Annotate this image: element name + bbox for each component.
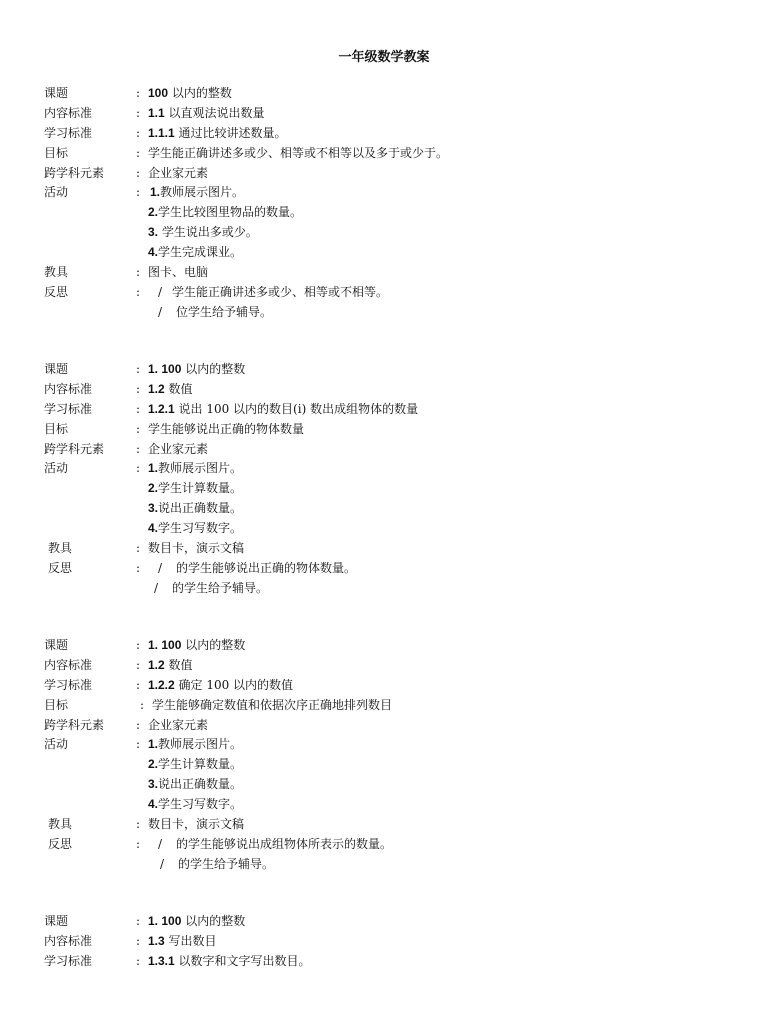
activity-item: 1.教师展示图片。 (148, 461, 243, 476)
activity-item: 3.说出正确数量。 (148, 777, 243, 792)
lesson-plan-2: 课题 : 1. 100 以内的整数 内容标准 : 1.2 数值 学习标准 : 1.2.1 说出 100 以内的数目(i) 数出成组物体的数量 目标 : 学生能够说出正确的物体数量 跨学科元素 : 企业家元素 活动 : 1.教师展示图片。 2.学生计算数量。 3.说出正确数量。 4.学生习写数字。 教具 : 数目卡，演示文稿 反思 : / 的学生能够说出正确的物体数量。 / 的学生给予辅导。 (44, 360, 744, 599)
reflection-label: 反思 (48, 836, 73, 851)
activity-label: 活动 (44, 737, 69, 752)
activity-label: 活动 (44, 461, 69, 476)
reflection-label: 反思 (44, 284, 69, 299)
learning-standard-row: 学习标准 : 1.2.2 确定 100 以内的数值 (44, 676, 744, 696)
aids-row: 教具 : 数目卡，演示文稿 (44, 815, 744, 835)
reflection-text: 的学生能够说出正确的物体数量。 (176, 560, 357, 575)
objective-label: 目标 (44, 697, 69, 712)
activity-item: 2.学生比较图里物品的数量。 (148, 205, 303, 220)
reflection-row: 反思 : / 学生能正确讲述多或少、相等或不相等。 (44, 283, 744, 303)
activity-item: 4.学生习写数字。 (148, 521, 243, 536)
content-standard-label: 内容标准 (44, 381, 93, 396)
lesson-plan-1: 课题 : 100 以内的整数 内容标准 : 1.1 以直观法说出数量 学习标准 : 1.1.1 通过比较讲述数量。 目标 : 学生能正确讲述多或少、相等或不相等以及多于或少于。 跨学科元素 : 企业家元素 活动 : 1.教师展示图片。 2.学生比较图里物品的数量。 3. 学生说出多或少。 4.学生完成课业。 教具 : 图卡、电脑 反思 : / 学生能正确讲述多或少、相等或不相等。 / 位学生给予辅导。 (44, 84, 744, 323)
learning-standard-label: 学习标准 (44, 125, 93, 140)
topic-label: 课题 (44, 638, 69, 652)
topic-label: 课题 (44, 362, 69, 376)
activity-row: 活动 : 1.教师展示图片。 (44, 183, 744, 203)
topic-row: 课题 : 1. 100 以内的整数 (44, 636, 744, 656)
learning-standard-label: 学习标准 (44, 953, 93, 968)
learning-standard-value: 1.1.1 通过比较讲述数量。 (148, 125, 287, 140)
topic-value: 100 以内的整数 (148, 86, 232, 100)
cross-element-label: 跨学科元素 (44, 165, 105, 180)
cross-element-value: 企业家元素 (148, 165, 209, 180)
cross-element-label: 跨学科元素 (44, 441, 105, 456)
reflection-label: 反思 (48, 560, 73, 575)
learning-standard-row: 学习标准 : 1.2.1 说出 100 以内的数目(i) 数出成组物体的数量 (44, 400, 744, 420)
content-standard-row: 内容标准 : 1.2 数值 (44, 380, 744, 400)
reflection-text: 的学生能够说出成组物体所表示的数量。 (176, 836, 393, 851)
topic-value: 1. 100 以内的整数 (148, 362, 246, 376)
activity-item: 4.学生完成课业。 (148, 245, 243, 260)
aids-value: 数目卡，演示文稿 (148, 541, 245, 556)
learning-standard-label: 学习标准 (44, 677, 93, 692)
aids-label: 教具 (48, 817, 73, 832)
activity-row: 活动 : 1.教师展示图片。 (44, 735, 744, 755)
content-standard-row: 内容标准 : 1.1 以直观法说出数量 (44, 104, 744, 124)
cross-element-value: 企业家元素 (148, 717, 209, 732)
content-standard-value: 1.2 数值 (148, 657, 193, 672)
objective-value: 学生能正确讲述多或少、相等或不相等以及多于或少于。 (148, 145, 449, 160)
cross-element-label: 跨学科元素 (44, 717, 105, 732)
aids-value: 图卡、电脑 (148, 265, 209, 280)
reflection-text: 的学生给予辅导。 (172, 580, 269, 595)
learning-standard-row: 学习标准 : 1.1.1 通过比较讲述数量。 (44, 124, 744, 144)
reflection-row: 反思 : / 的学生能够说出成组物体所表示的数量。 (44, 835, 744, 855)
topic-row (44, 84, 744, 104)
objective-value: 学生能够说出正确的物体数量 (148, 421, 305, 436)
learning-standard-value: 1.2.2 确定 100 以内的数值 (148, 677, 294, 692)
topic-row: 课题 : 1. 100 以内的整数 (44, 912, 744, 932)
reflection-text: 的学生给予辅导。 (178, 856, 275, 871)
aids-label: 教具 (44, 265, 69, 280)
content-standard-value: 1.1 以直观法说出数量 (148, 105, 265, 120)
aids-row: 教具 : 数目卡，演示文稿 (44, 539, 744, 559)
colon: : (136, 86, 141, 100)
activity-item: 1.教师展示图片。 (148, 737, 243, 752)
reflection-text: 学生能正确讲述多或少、相等或不相等。 (172, 284, 389, 299)
activity-item: 1.教师展示图片。 (150, 185, 245, 200)
objective-row: 目标 : 学生能够说出正确的物体数量 (44, 420, 744, 440)
topic-label: 课题 (44, 86, 69, 100)
content-standard-value: 1.2 数值 (148, 381, 193, 396)
activity-row: 活动 : 1.教师展示图片。 (44, 459, 744, 479)
reflection-row: 反思 : / 的学生能够说出正确的物体数量。 (44, 559, 744, 579)
content-standard-value: 1.3 写出数目 (148, 933, 217, 948)
cross-element-row: 跨学科元素 : 企业家元素 (44, 164, 744, 184)
lesson-plan-4 (44, 912, 744, 972)
aids-row: 教具 : 图卡、电脑 (44, 263, 744, 283)
objective-row: 目标 : 学生能正确讲述多或少、相等或不相等以及多于或少于。 (44, 144, 744, 164)
reflection-text: 位学生给予辅导。 (176, 304, 273, 319)
activity-item: 3. 学生说出多或少。 (148, 225, 258, 240)
content-standard-label: 内容标准 (44, 933, 93, 948)
objective-label: 目标 (44, 421, 69, 436)
content-standard-label: 内容标准 (44, 657, 93, 672)
cross-element-value: 企业家元素 (148, 441, 209, 456)
content-standard-label: 内容标准 (44, 105, 93, 120)
topic-label: 课题 (44, 914, 69, 928)
topic-value: 1. 100 以内的整数 (148, 638, 246, 652)
activity-label: 活动 (44, 185, 69, 200)
topic-row: 课题 : 1. 100 以内的整数 (44, 360, 744, 380)
learning-standard-row: 学习标准 : 1.3.1 以数字和文字写出数目。 (44, 952, 744, 972)
activity-item: 3.说出正确数量。 (148, 501, 243, 516)
objective-value: 学生能够确定数值和依据次序正确地排列数目 (152, 697, 393, 712)
aids-value: 数目卡，演示文稿 (148, 817, 245, 832)
cross-element-row: 跨学科元素 : 企业家元素 (44, 440, 744, 460)
topic-value: 1. 100 以内的整数 (148, 914, 246, 928)
learning-standard-label: 学习标准 (44, 401, 93, 416)
content-standard-row: 内容标准 : 1.3 写出数目 (44, 932, 744, 952)
objective-label: 目标 (44, 145, 69, 160)
lesson-plan-3: 课题 : 1. 100 以内的整数 内容标准 : 1.2 数值 学习标准 : 1.2.2 确定 100 以内的数值 目标 : 学生能够确定数值和依据次序正确地排列数目 跨学科元素 : 企业家元素 活动 : 1.教师展示图片。 2.学生计算数量。 3.说出正确数量。 4.学生习写数字。 教具 : 数目卡，演示文稿 反思 : / 的学生能够说出成组物体所表示的数量。 / 的学生给予辅导。 (44, 636, 744, 875)
objective-row: 目标 : 学生能够确定数值和依据次序正确地排列数目 (44, 696, 744, 716)
document-title: 一年级数学教案 (338, 50, 430, 65)
learning-standard-value: 1.2.1 说出 100 以内的数目(i) 数出成组物体的数量 (148, 401, 419, 416)
activity-item: 4.学生习写数字。 (148, 797, 243, 812)
aids-label: 教具 (48, 541, 73, 556)
learning-standard-value: 1.3.1 以数字和文字写出数目。 (148, 953, 311, 968)
cross-element-row: 跨学科元素 : 企业家元素 (44, 716, 744, 736)
activity-item: 2.学生计算数量。 (148, 757, 243, 772)
content-standard-row: 内容标准 : 1.2 数值 (44, 656, 744, 676)
activity-item: 2.学生计算数量。 (148, 481, 243, 496)
